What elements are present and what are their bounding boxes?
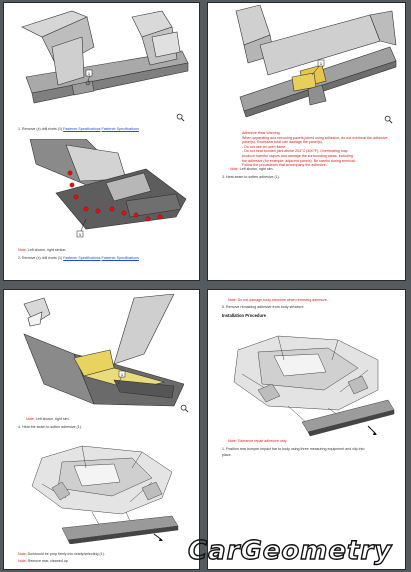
warning-title: Adhesive Heat Warning bbox=[242, 131, 280, 135]
step-caption: 1. Remove (x) drill rivets (1) Fastener Specifications Fastener Specifications bbox=[18, 127, 139, 131]
note-caption: Note: Tolerance repair adhesive only. bbox=[228, 439, 288, 443]
fastener-link[interactable]: Fastener Specifications bbox=[101, 127, 139, 131]
manual-page-3 bbox=[3, 289, 200, 570]
warning-line: - Do not use an open flame. bbox=[242, 144, 287, 149]
rear-bumper-install-illustration bbox=[228, 330, 396, 438]
warning-line: - Do not heat bonded joint above 204°C (400°F). Overheating may bbox=[242, 149, 348, 154]
watermark-logo: CarGeometry bbox=[188, 536, 393, 566]
zoom-icon[interactable] bbox=[384, 115, 393, 124]
frame-rail-illustration bbox=[12, 7, 192, 115]
body-structure-illustration bbox=[22, 438, 184, 544]
manual-page-1 bbox=[3, 2, 200, 281]
note-caption: Note: Left shown, right sim. bbox=[230, 167, 274, 171]
adhesive-warning bbox=[242, 131, 387, 168]
note-caption: Note: Do/should be prop firmly into ready/selecting (1). bbox=[18, 552, 105, 556]
step-caption: 5. Remove remaining adhesive from body structure. bbox=[222, 305, 305, 309]
note-caption: Note: Remove rear, cleaned up. bbox=[18, 559, 69, 563]
frame-crossmember-illustration bbox=[230, 5, 398, 117]
step-caption-continued: place. bbox=[222, 453, 232, 457]
callout-number: 1 bbox=[87, 70, 91, 76]
fastener-link[interactable]: Fastener Specifications bbox=[63, 127, 101, 131]
warning-line: the adhesive (for example, adjacent panels). Be careful during removal. bbox=[242, 158, 356, 163]
manual-page-2 bbox=[207, 2, 406, 281]
warning-line: panel(s). Excessive heat can damage the panel(s). bbox=[242, 140, 323, 145]
warning-line: When separating and removing panels joined using adhesive, do not overheat the adhesive bbox=[242, 135, 388, 140]
note-caption: Note: Left shown, right sim. bbox=[26, 417, 70, 421]
callout-number: 1 bbox=[120, 371, 124, 377]
zoom-icon[interactable] bbox=[180, 404, 189, 413]
callout-number: 1 bbox=[78, 231, 82, 237]
step-caption: 2. Remove (x) drill rivets (1) Fastener Specifications Fastener Specifications bbox=[18, 256, 139, 260]
warning-line: Follow the precautions that accompany the adhesive. bbox=[242, 163, 327, 168]
section-title: Installation Procedure bbox=[222, 313, 266, 318]
fastener-link[interactable]: Fastener Specifications bbox=[101, 256, 139, 260]
step-caption: 1. Position rear bumper impact bar to body using three measuring equipment and clip into bbox=[222, 447, 365, 451]
seam-adhesive-illustration bbox=[14, 294, 184, 412]
zoom-icon[interactable] bbox=[176, 113, 185, 122]
callout-number: 1 bbox=[319, 60, 323, 66]
rivet-detail-illustration bbox=[26, 139, 191, 239]
note-caption: Note: Left shown, right similar. bbox=[18, 248, 67, 252]
step-caption: 3. Heat seam to soften adhesive (1). bbox=[222, 175, 280, 179]
warning-line: produce harmful vapors and damage the surrounding areas, including bbox=[242, 153, 353, 158]
step-caption: 4. Heat the seam to soften adhesive (1). bbox=[18, 425, 82, 429]
note-caption: Note: Do not damage body structure when removing adhesive. bbox=[228, 298, 328, 302]
fastener-link[interactable]: Fastener Specifications bbox=[63, 256, 101, 260]
manual-page-4 bbox=[207, 289, 406, 570]
